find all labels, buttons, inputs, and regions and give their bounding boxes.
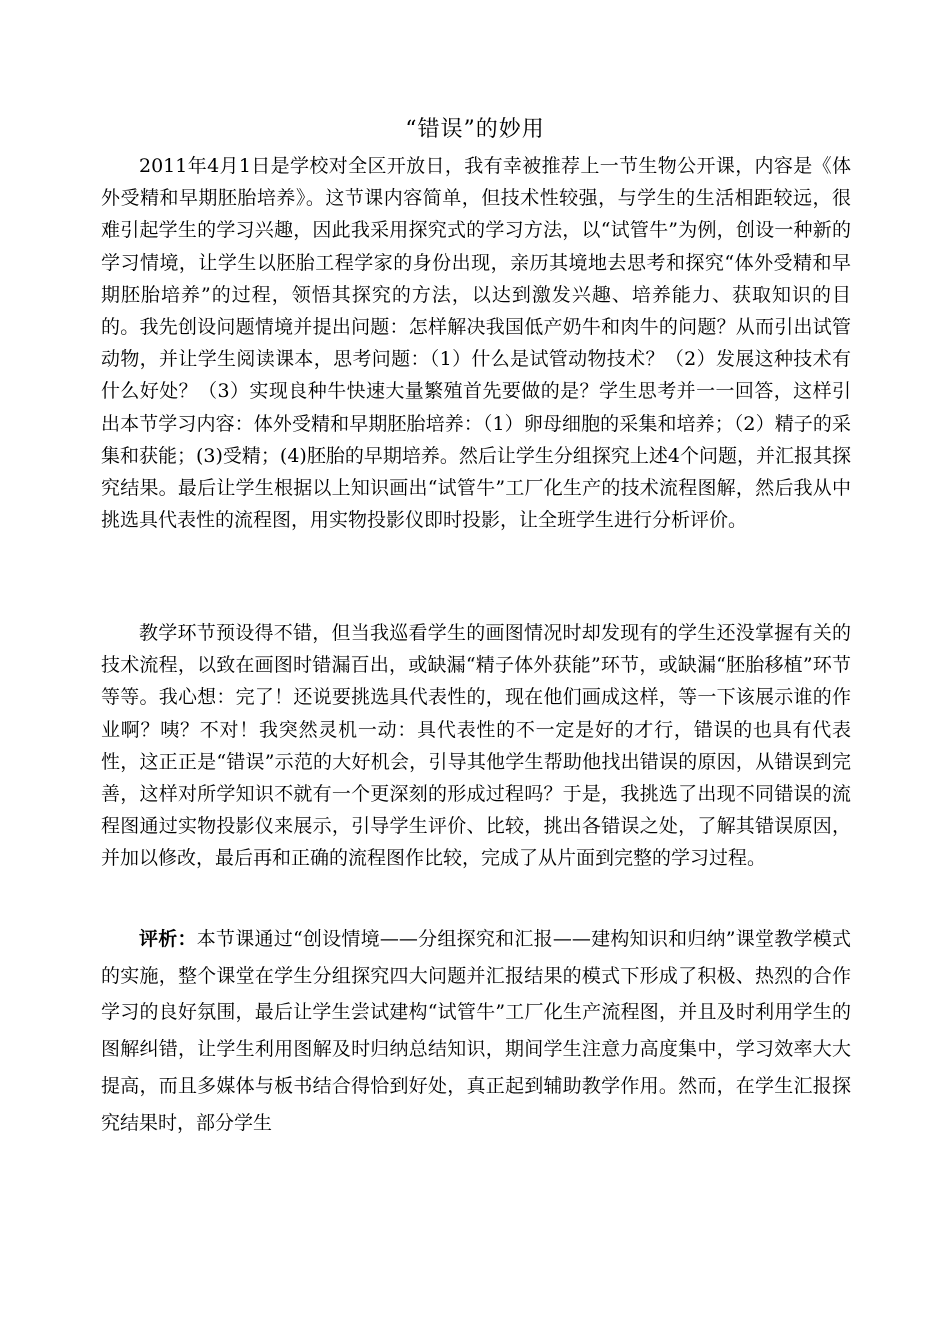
- paragraph-2: 教学环节预设得不错，但当我巡看学生的画图情况时却发现有的学生还没掌握有关的技术流程，以致在画图时错漏百出，或缺漏“精子体外获能”环节，或缺漏“胚胎移植”环节等等。我心想：完了！还说要挑选具代表性的，现在他们画成这样，等一下该展示谁的作业啊？咦？不对！我突然灵机一动：具代表性的不一定是好的才行，错误的也具有代表性，这正正是“错误”示范的大好机会，引导其他学生帮助他找出错误的原因，从错误到完善，这样对所学知识不就有一个更深刻的形成过程吗？于是，我挑选了出现不同错误的流程图通过实物投影仪来展示，引导学生评价、比较，挑出各错误之处，了解其错误原因，并加以修改，最后再和正确的流程图作比较，完成了从片面到完整的学习过程。: [101, 622, 851, 870]
- analysis-text: 本节课通过“创设情境——分组探究和汇报——建构知识和归纳”课堂教学模式的实施，整个课堂在学生分组探究四大问题并汇报结果的模式下形成了积极、热烈的合作学习的良好氛围，最后让学生尝试建构“试管牛”工厂化生产流程图，并且及时利用学生的图解纠错，让学生利用图解及时归纳总结知识，期间学生注意力高度集中，学习效率大大提高，而且多媒体与板书结合得恰到好处，真正起到辅助教学作用。然而，在学生汇报探究结果时，部分学生: [101, 928, 851, 1134]
- analysis-block: [101, 921, 851, 1141]
- analysis-label: 评析：: [139, 928, 197, 950]
- paragraph-block-1: [101, 150, 851, 536]
- paragraph-1: 2011年4月1日是学校对全区开放日，我有幸被推荐上一节生物公开课，内容是《体外受精和早期胚胎培养》。这节课内容简单，但技术性较强，与学生的生活相距较远，很难引起学生的学习兴趣，因此我采用探究式的学习方法，以“试管牛”为例，创设一种新的学习情境，让学生以胚胎工程学家的身份出现，亲历其境地去思考和探究“体外受精和早期胚胎培养”的过程，领悟其探究的方法，以达到激发兴趣、培养能力、获取知识的目的。我先创设问题情境并提出问题：怎样解决我国低产奶牛和肉牛的问题？从而引出试管动物，并让学生阅读课本，思考问题：（1）什么是试管动物技术？（2）发展这种技术有什么好处？（3）实现良种牛快速大量繁殖首先要做的是？学生思考并一一回答，这样引出本节学习内容：体外受精和早期胚胎培养：（1）卵母细胞的采集和培养；（2）精子的采集和获能；(3)受精；(4)胚胎的早期培养。然后让学生分组探究上述4个问题，并汇报其探究结果。最后让学生根据以上知识画出“试管牛”工厂化生产的技术流程图解，然后我从中挑选具代表性的流程图，用实物投影仪即时投影，让全班学生进行分析评价。: [101, 155, 851, 532]
- paragraph-block-2: [101, 617, 851, 875]
- analysis-paragraph: [101, 921, 851, 1141]
- document-title: “错误”的妙用: [405, 117, 545, 142]
